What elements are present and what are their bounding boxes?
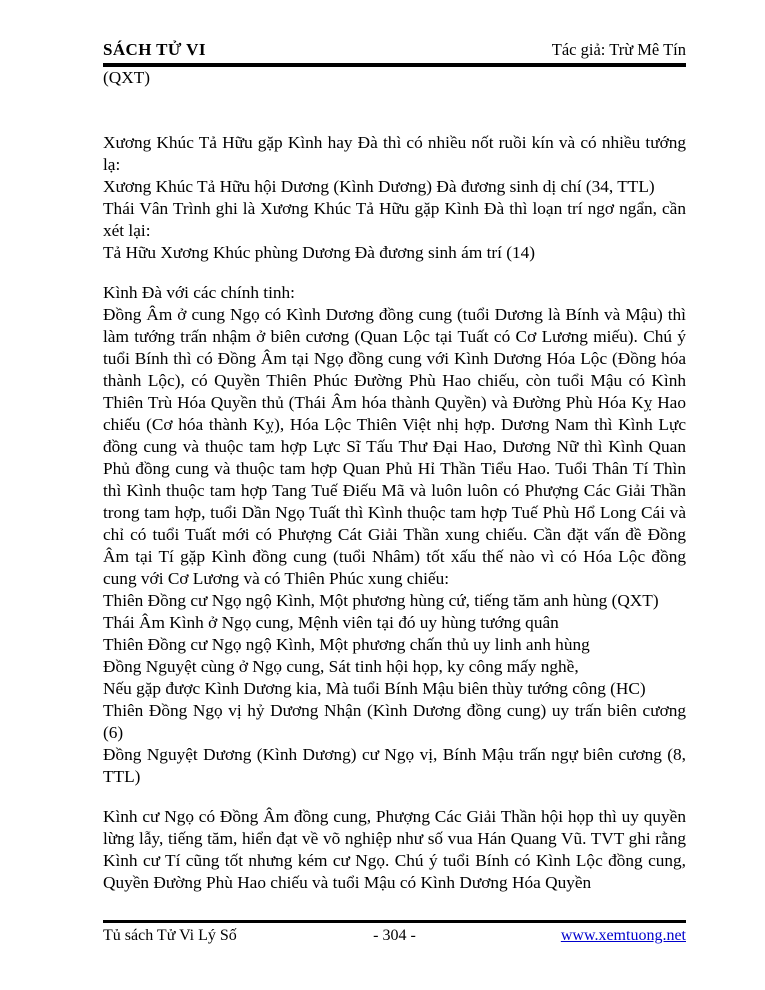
page-header (103, 0, 686, 67)
paragraph: Kình cư Ngọ có Đồng Âm đồng cung, Phượng Các Giải Thần hội họp thì uy quyền lừng lẫy, tiếng tăm, hiển đạt về võ nghiệp như số vua Hán Quang Vũ. TVT ghi rằng Kình cư Tí cũng tốt nhưng kém cư Ngọ. Chú ý tuổi Bính có Kình Lộc đồng cung, Quyền Đường Phù Hao chiếu và tuổi Mậu có Kình Dương Hóa Quyền (103, 807, 686, 892)
paragraph: Kình Đà với các chính tinh: (103, 283, 295, 302)
page-body (103, 67, 686, 894)
paragraph: Đồng Nguyệt cùng ở Ngọ cung, Sát tinh hội họp, ky công mấy nghề, (103, 657, 579, 676)
paragraph: Xương Khúc Tả Hữu gặp Kình hay Đà thì có nhiều nốt ruồi kín và có nhiều tướng lạ: (103, 133, 686, 174)
paragraph: Tả Hữu Xương Khúc phùng Dương Đà đương sinh ám trí (14) (103, 243, 536, 262)
paragraph: Đồng Nguyệt Dương (Kình Dương) cư Ngọ vị, Bính Mậu trấn ngự biên cương (8, TTL) (103, 745, 686, 786)
document-page (103, 0, 686, 990)
chapter-tag: (QXT) (103, 68, 151, 87)
footer-website-link[interactable]: www.xemtuong.net (560, 927, 686, 944)
paragraph: Thiên Đồng cư Ngọ ngộ Kình, Một phương hùng cứ, tiếng tăm anh hùng (QXT) (103, 591, 659, 610)
footer-page-number: - 304 - (373, 927, 416, 944)
paragraph: Thái Vân Trình ghi là Xương Khúc Tả Hữu gặp Kình Đà thì loạn trí ngơ ngẩn, cần xét lại: (103, 199, 686, 240)
footer-link-wrap (416, 927, 686, 945)
paragraph: Đồng Âm ở cung Ngọ có Kình Dương đồng cung (tuổi Dương là Bính và Mậu) thì làm tướng trấn nhậm ở biên cương (Quan Lộc tại Tuất có Cơ Lương miếu). Chú ý tuổi Bính thì có Đồng Âm tại Ngọ đồng cung với Kình Dương Hóa Lộc (Đồng hóa thành Lộc), có Quyền Thiên Phúc Đường Phù Hao chiếu, còn tuổi Mậu có Kình Thiên Trù Hóa Quyền thủ (Thái Âm hóa thành Quyền) và Đường Phù Hóa Kỵ Hao chiếu (Cơ hóa thành Kỵ), Hóa Lộc Thiên Việt nhị hợp. Dương Nam thì Kình Lực đồng cung và thuộc tam hợp Lực Sĩ Tấu Thư Đại Hao, Dương Nữ thì Kình Quan Phủ đồng cung và thuộc tam hợp Quan Phủ Hỉ Thần Tiểu Hao. Tuổi Thân Tí Thìn thì Kình thuộc tam hợp Tang Tuế Điếu Mã và luôn luôn có Phượng Các Giải Thần trong tam hợp, tuổi Dần Ngọ Tuất thì Kình thuộc tam hợp Tuế Phù Hổ Long Cái và chỉ có tuổi Tuất mới có Phượng Cát Giải Thần xung chiếu. Cần đặt vấn đề Đồng Âm tại Tí gặp Kình đồng cung (tuổi Nhâm) tốt xấu thế nào vì có Hóa Lộc đồng cung với Cơ Lương và có Thiên Phúc xung chiếu: (103, 305, 686, 588)
section-xuong-khuc-ta-huu (103, 132, 686, 264)
book-title: SÁCH TỬ VI (103, 40, 206, 59)
paragraph: Thái Âm Kình ở Ngọ cung, Mệnh viên tại đó uy hùng tướng quân (103, 613, 559, 632)
section-kinh-cu-ngo (103, 806, 686, 894)
page-footer (103, 920, 686, 945)
paragraph: Thiên Đồng cư Ngọ ngộ Kình, Một phương chấn thủ uy linh anh hùng (103, 635, 590, 654)
paragraph: Xương Khúc Tả Hữu hội Dương (Kình Dương) Đà đương sinh dị chí (34, TTL) (103, 177, 655, 196)
paragraph: Nếu gặp được Kình Dương kia, Mà tuổi Bính Mậu biên thùy tướng công (HC) (103, 679, 646, 698)
author-credit: Tác giả: Trừ Mê Tín (551, 40, 686, 59)
paragraph: Thiên Đồng Ngọ vị hỷ Dương Nhận (Kình Dương đồng cung) uy trấn biên cương (6) (103, 701, 686, 742)
footer-collection: Tủ sách Tử Vi Lý Số (103, 927, 237, 944)
section-kinh-da-chinh-tinh (103, 282, 686, 788)
